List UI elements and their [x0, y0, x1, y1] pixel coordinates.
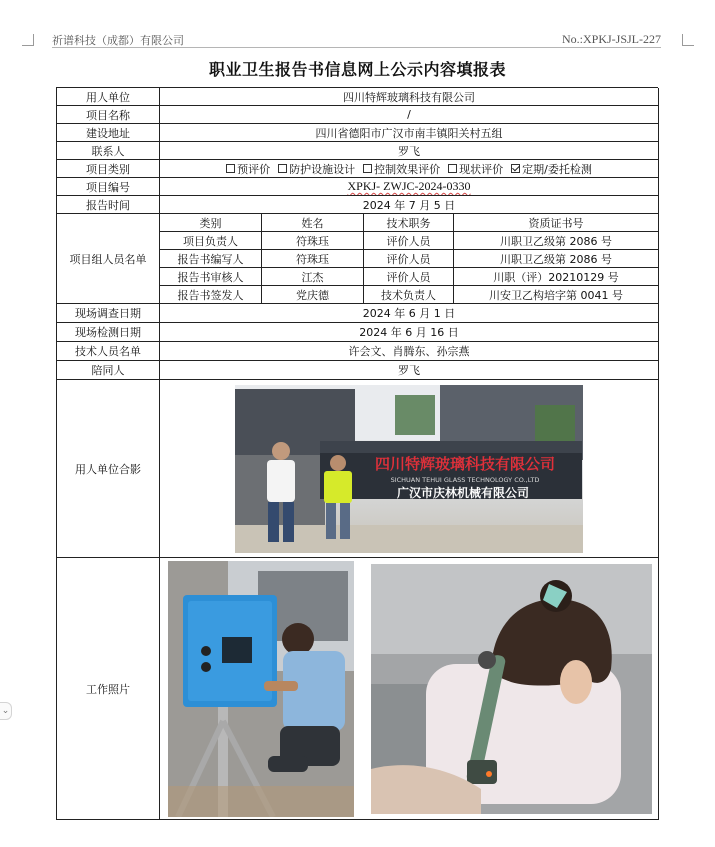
tech-staff-value: 许会文、肖腾东、孙宗燕: [160, 342, 659, 361]
team-cell: 江杰: [262, 268, 364, 286]
team-cell: 项目负责人: [160, 232, 262, 250]
survey-date-label: 现场调查日期: [57, 304, 160, 323]
document-number: No.:XPKJ-JSJL-227: [561, 32, 661, 46]
team-label: 项目组人员名单: [57, 214, 160, 304]
address-value: 四川省德阳市广汉市南丰镇阳关村五组: [160, 124, 659, 142]
category-option[interactable]: 防护设施设计: [278, 161, 355, 177]
project-no-value: XPKJ- ZWJC-2024-0330: [160, 178, 659, 196]
team-cell: 川职（评）20210129 号: [454, 268, 659, 286]
survey-date-value: 2024 年 6 月 1 日: [160, 304, 659, 323]
escort-value: 罗飞: [160, 361, 659, 380]
checkbox-icon[interactable]: [448, 164, 457, 173]
category-option[interactable]: 控制效果评价: [363, 161, 440, 177]
crop-mark-top-left: [22, 34, 34, 46]
tech-staff-label: 技术人员名单: [57, 342, 160, 361]
group-photo-cell: [160, 380, 659, 558]
team-cell: 报告书审核人: [160, 268, 262, 286]
checkbox-checked-icon[interactable]: [511, 164, 520, 173]
team-header-certificate: 资质证书号: [454, 214, 659, 232]
crop-mark-top-right: [682, 34, 694, 46]
team-cell: 川职卫乙级第 2086 号: [454, 232, 659, 250]
team-cell: 党庆德: [262, 286, 364, 304]
employer-label: 用人单位: [57, 88, 160, 106]
team-header-title: 技术职务: [364, 214, 454, 232]
sign-text-line1: 四川特辉玻璃科技有限公司: [374, 454, 556, 473]
category-option[interactable]: 预评价: [226, 161, 270, 177]
team-cell: 评价人员: [364, 250, 454, 268]
team-cell: 报告书编写人: [160, 250, 262, 268]
team-cell: 技术负责人: [364, 286, 454, 304]
company-name: 祈谱科技（成都）有限公司: [52, 34, 184, 47]
checkbox-icon[interactable]: [278, 164, 287, 173]
header-divider: [52, 47, 661, 48]
sign-text-line3: 广汉市庆林机械有限公司: [396, 485, 530, 500]
work-photo-noise-meter-illustration: [371, 564, 652, 814]
category-option[interactable]: 现状评价: [448, 161, 503, 177]
address-label: 建设地址: [57, 124, 160, 142]
team-cell: 评价人员: [364, 268, 454, 286]
page-title: 职业卫生报告书信息网上公示内容填报表: [208, 60, 506, 79]
team-cell: 符珠珏: [262, 250, 364, 268]
project-name-label: 项目名称: [57, 106, 160, 124]
group-photo-label: 用人单位合影: [57, 380, 160, 558]
group-photo: [235, 385, 583, 553]
test-date-value: 2024 年 6 月 16 日: [160, 323, 659, 342]
project-name-value: /: [160, 106, 659, 124]
sign-text-line2: SICHUAN TEHUI GLASS TECHNOLOGY CO.,LTD: [390, 475, 540, 484]
checkbox-icon[interactable]: [363, 164, 372, 173]
escort-label: 陪同人: [57, 361, 160, 380]
test-date-label: 现场检测日期: [57, 323, 160, 342]
team-cell: 评价人员: [364, 232, 454, 250]
category-option[interactable]: 定期/委托检测: [511, 161, 592, 177]
work-photo-label: 工作照片: [57, 558, 160, 820]
work-photo-cell: [160, 558, 659, 820]
project-no-label: 项目编号: [57, 178, 160, 196]
contact-value: 罗飞: [160, 142, 659, 160]
work-photo-sampler-illustration: [168, 561, 354, 817]
report-time-label: 报告时间: [57, 196, 160, 214]
team-cell: 符珠珏: [262, 232, 364, 250]
work-photo-noise-meter: [371, 564, 652, 814]
team-cell: 报告书签发人: [160, 286, 262, 304]
contact-label: 联系人: [57, 142, 160, 160]
team-header-name: 姓名: [262, 214, 364, 232]
form-table: [56, 87, 658, 820]
chevron-down-icon[interactable]: ⌄: [0, 702, 12, 720]
employer-value: 四川特辉玻璃科技有限公司: [160, 88, 659, 106]
team-cell: 川安卫乙构培字第 0041 号: [454, 286, 659, 304]
team-header-category: 类别: [160, 214, 262, 232]
checkbox-icon[interactable]: [226, 164, 235, 173]
category-options: [160, 160, 659, 178]
category-label: 项目类别: [57, 160, 160, 178]
group-photo-illustration: [235, 385, 583, 553]
team-cell: 川职卫乙级第 2086 号: [454, 250, 659, 268]
report-time-value: 2024 年 7 月 5 日: [160, 196, 659, 214]
work-photo-sampler: [168, 561, 354, 817]
